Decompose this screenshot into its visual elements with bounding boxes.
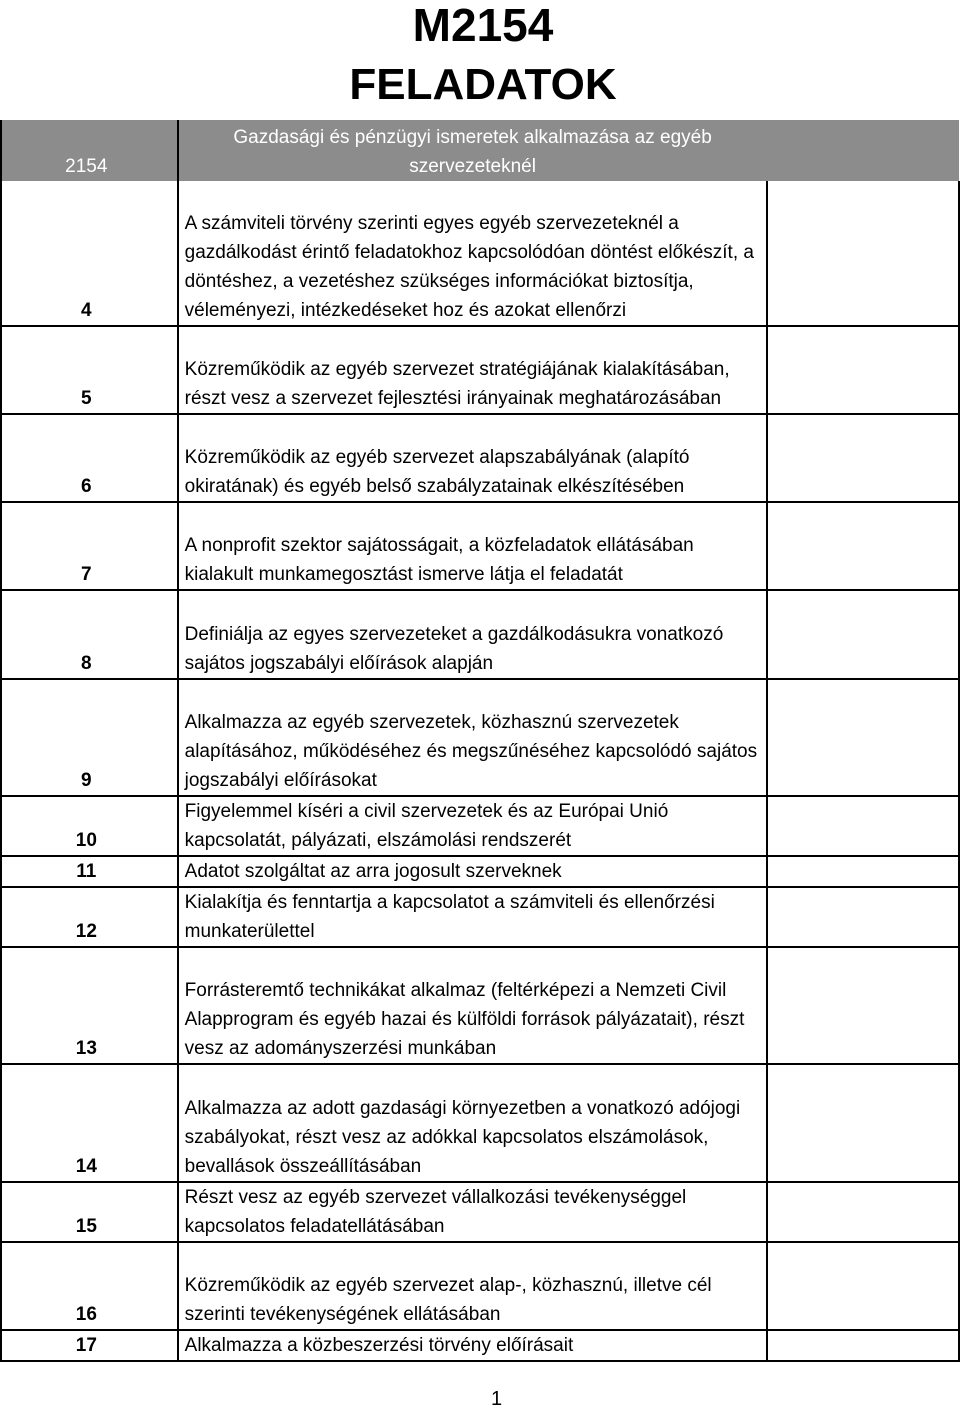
row-empty-cell	[767, 796, 960, 856]
row-empty-cell	[767, 590, 960, 679]
row-empty-cell	[767, 414, 960, 502]
table-row	[1, 1064, 959, 1182]
row-text: Figyelemmel kíséri a civil szervezetek és az Európai Unió kapcsolatát, pályázati, elszámolási rendszerét	[178, 796, 767, 856]
row-text: Forrásteremtő technikákat alkalmaz (feltérképezi a Nemzeti Civil Alapprogram és egyéb hazai és külföldi források pályázatait), részt vesz az adományszerzési munkában	[178, 947, 767, 1064]
row-number: 17	[1, 1330, 178, 1361]
row-empty-cell	[767, 1242, 960, 1330]
row-text: Alkalmazza az adott gazdasági környezetben a vonatkozó adójogi szabályokat, részt vesz az adókkal kapcsolatos elszámolások, bevallások összeállításában	[178, 1064, 767, 1182]
row-empty-cell	[767, 1330, 960, 1361]
row-number: 8	[1, 590, 178, 679]
table-row	[1, 414, 959, 502]
row-empty-cell	[767, 502, 960, 590]
row-text: A számviteli törvény szerinti egyes egyéb szervezeteknél a gazdálkodást érintő feladatokhoz kapcsolódóan döntést előkészít, a döntéshez, a vezetéshez szükséges információkat biztosítja, véleményezi, intézkedéseket hoz és azokat ellenőrzi	[178, 181, 767, 326]
table-row	[1, 887, 959, 947]
row-text: Alkalmazza a közbeszerzési törvény előírásait	[178, 1330, 767, 1361]
row-number: 6	[1, 414, 178, 502]
table-header-row	[1, 120, 959, 181]
document-heading: FELADATOK	[349, 60, 617, 109]
table-row	[1, 326, 959, 414]
table-row	[1, 1182, 959, 1242]
table-row	[1, 502, 959, 590]
row-text: Kialakítja és fenntartja a kapcsolatot a számviteli és ellenőrzési munkaterülettel	[178, 887, 767, 947]
row-empty-cell	[767, 1064, 960, 1182]
row-empty-cell	[767, 1182, 960, 1242]
page-number: 1	[490, 1388, 503, 1410]
row-empty-cell	[767, 181, 960, 326]
task-table	[0, 120, 960, 1362]
table-row	[1, 856, 959, 887]
row-text: Részt vesz az egyéb szervezet vállalkozási tevékenységgel kapcsolatos feladatellátásában	[178, 1182, 767, 1242]
row-text: Közreműködik az egyéb szervezet alapszabályának (alapító okiratának) és egyéb belső szabályzatainak elkészítésében	[178, 414, 767, 502]
row-empty-cell	[767, 947, 960, 1064]
row-empty-cell	[767, 679, 960, 796]
row-number: 14	[1, 1064, 178, 1182]
row-text: Közreműködik az egyéb szervezet stratégiájának kialakításában, részt vesz a szervezet fejlesztési irányainak meghatározásában	[178, 326, 767, 414]
row-number: 11	[1, 856, 178, 887]
table-row	[1, 679, 959, 796]
row-text: A nonprofit szektor sajátosságait, a közfeladatok ellátásában kialakult munkamegosztást ismerve látja el feladatát	[178, 502, 767, 590]
table-row	[1, 1330, 959, 1361]
table-row	[1, 590, 959, 679]
row-empty-cell	[767, 887, 960, 947]
row-number: 10	[1, 796, 178, 856]
header-title: Gazdasági és pénzügyi ismeretek alkalmazása az egyéb szervezeteknél	[178, 120, 767, 181]
row-number: 4	[1, 181, 178, 326]
row-number: 5	[1, 326, 178, 414]
row-number: 7	[1, 502, 178, 590]
row-empty-cell	[767, 856, 960, 887]
row-text: Definiálja az egyes szervezeteket a gazdálkodásukra vonatkozó sajátos jogszabályi előírások alapján	[178, 590, 767, 679]
header-id: 2154	[1, 120, 178, 181]
row-text: Közreműködik az egyéb szervezet alap-, közhasznú, illetve cél szerinti tevékenységének ellátásában	[178, 1242, 767, 1330]
row-number: 9	[1, 679, 178, 796]
row-number: 15	[1, 1182, 178, 1242]
row-number: 16	[1, 1242, 178, 1330]
table-row	[1, 181, 959, 326]
row-text: Adatot szolgáltat az arra jogosult szerveknek	[178, 856, 767, 887]
row-number: 13	[1, 947, 178, 1064]
header-empty-cell	[767, 120, 960, 181]
table-row	[1, 1242, 959, 1330]
table-row	[1, 796, 959, 856]
row-text: Alkalmazza az egyéb szervezetek, közhasznú szervezetek alapításához, működéséhez és megszűnéséhez kapcsolódó sajátos jogszabályi előírásokat	[178, 679, 767, 796]
table-row	[1, 947, 959, 1064]
row-number: 12	[1, 887, 178, 947]
document-code: M2154	[412, 0, 554, 51]
row-empty-cell	[767, 326, 960, 414]
